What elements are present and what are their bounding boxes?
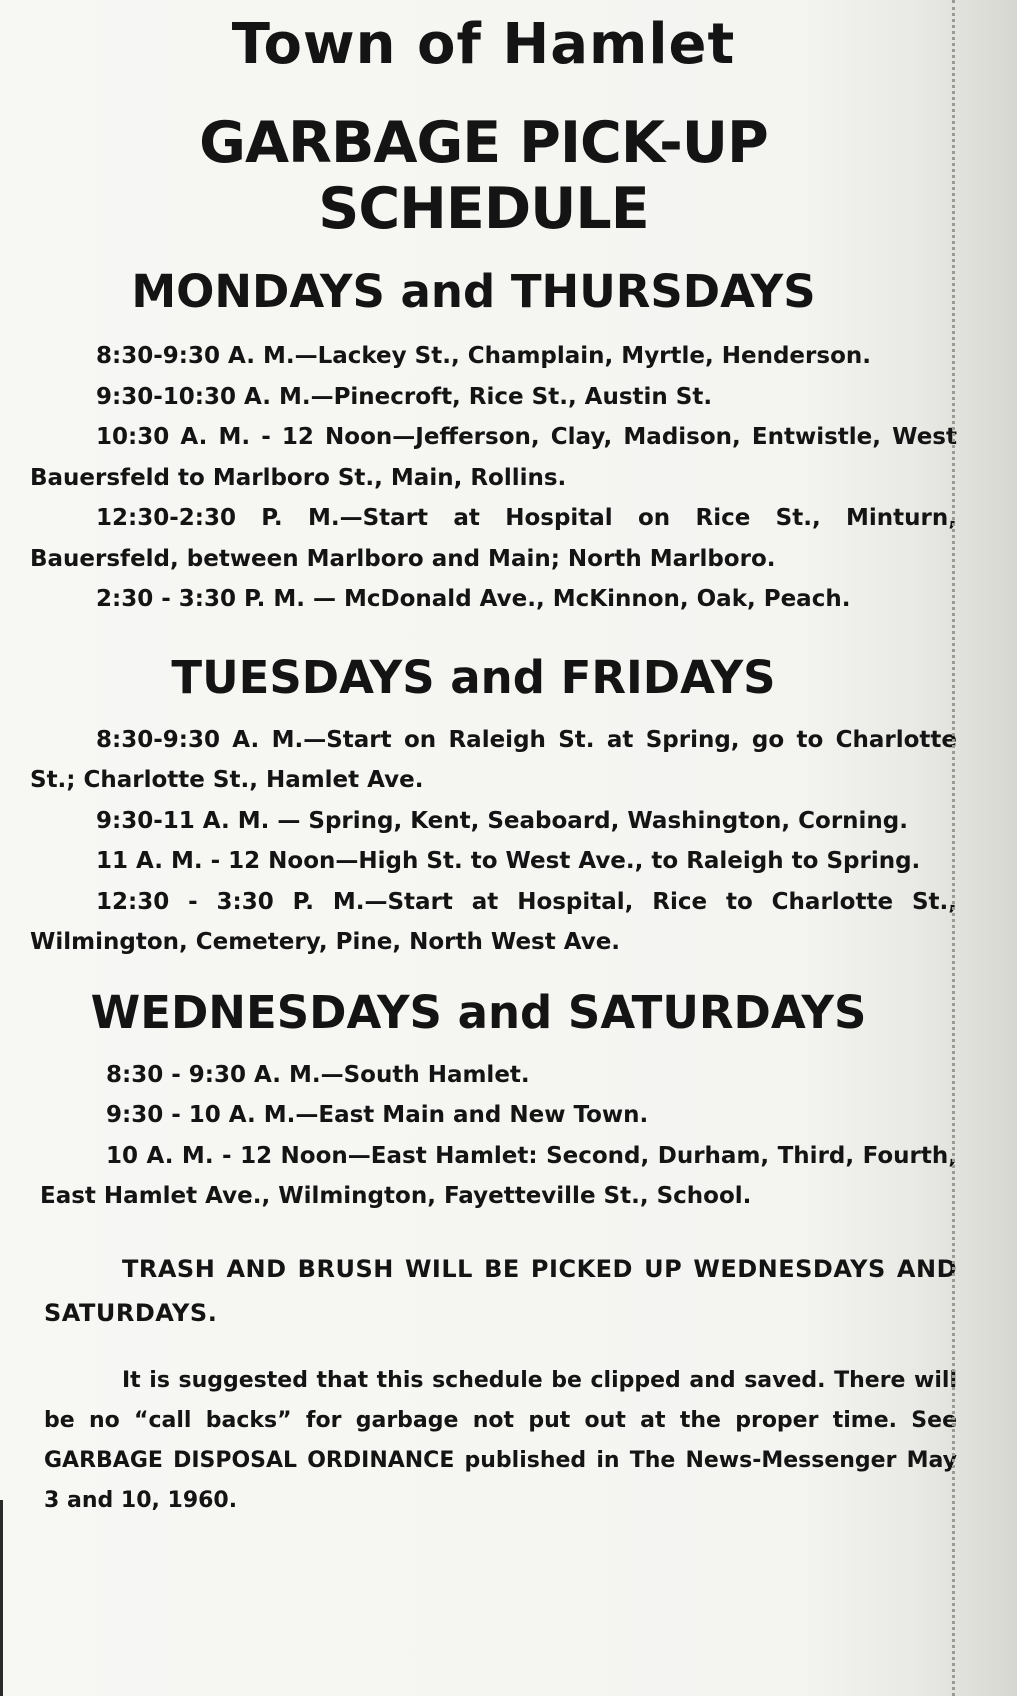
section-heading-tue-fri: TUESDAYS and FRIDAYS bbox=[171, 650, 776, 704]
schedule-list-mon-thu bbox=[30, 336, 957, 620]
schedule-entry: 12:30-2:30 P. M.—Start at Hospital on Rice St., Minturn, Bauersfeld, between Marlboro and Main; North Marlboro. bbox=[30, 505, 957, 572]
schedule-title: GARBAGE PICK-UP SCHEDULE bbox=[199, 110, 768, 242]
clip-advice bbox=[30, 1361, 957, 1521]
trash-notice-text: TRASH AND BRUSH WILL BE PICKED UP WEDNESDAYS AND SATURDAYS. bbox=[44, 1254, 957, 1327]
schedule-entry: 8:30 - 9:30 A. M.—South Hamlet. bbox=[106, 1061, 530, 1088]
schedule-entry: 9:30-11 A. M. — Spring, Kent, Seaboard, Washington, Corning. bbox=[96, 807, 908, 834]
schedule-entry: 10:30 A. M. - 12 Noon—Jefferson, Clay, Madison, Entwistle, West Bauersfeld to Marlboro St., Main, Rollins. bbox=[30, 424, 957, 491]
section-heading-wed-sat: WEDNESDAYS and SATURDAYS bbox=[90, 985, 867, 1039]
clip-advice-text: It is suggested that this schedule be clipped and saved. There will be no “call backs” for garbage not put out at the proper time. See GARBAGE DISPOSAL ORDINANCE published in The News-Messenger May 3 and 10, 1960. bbox=[44, 1367, 957, 1513]
schedule-entry: 11 A. M. - 12 Noon—High St. to West Ave., to Raleigh to Spring. bbox=[96, 848, 921, 874]
schedule-entry: 8:30-9:30 A. M.—Start on Raleigh St. at Spring, go to Charlotte St.; Charlotte St., Hamlet Ave. bbox=[30, 726, 957, 793]
schedule-entry: 9:30 - 10 A. M.—East Main and New Town. bbox=[106, 1102, 649, 1128]
schedule-entry: 12:30 - 3:30 P. M.—Start at Hospital, Rice to Charlotte St., Wilmington, Cemetery, Pine, North West Ave. bbox=[30, 888, 957, 955]
schedule-list-wed-sat bbox=[30, 1055, 957, 1217]
schedule-entry: 8:30-9:30 A. M.—Lackey St., Champlain, Myrtle, Henderson. bbox=[96, 343, 871, 369]
section-heading-mon-thu: MONDAYS and THURSDAYS bbox=[131, 265, 816, 318]
town-title: Town of Hamlet bbox=[231, 12, 736, 77]
schedule-list-tue-fri bbox=[30, 720, 957, 963]
trash-notice bbox=[30, 1247, 957, 1335]
schedule-entry: 9:30-10:30 A. M.—Pinecroft, Rice St., Austin St. bbox=[96, 383, 713, 410]
perforation-edge bbox=[952, 0, 955, 1696]
column-rule bbox=[0, 1500, 3, 1696]
schedule-entry: 10 A. M. - 12 Noon—East Hamlet: Second, Durham, Third, Fourth, East Hamlet Ave., Wilmington, Fayetteville St., School. bbox=[40, 1142, 957, 1209]
schedule-entry: 2:30 - 3:30 P. M. — McDonald Ave., McKinnon, Oak, Peach. bbox=[96, 586, 851, 612]
